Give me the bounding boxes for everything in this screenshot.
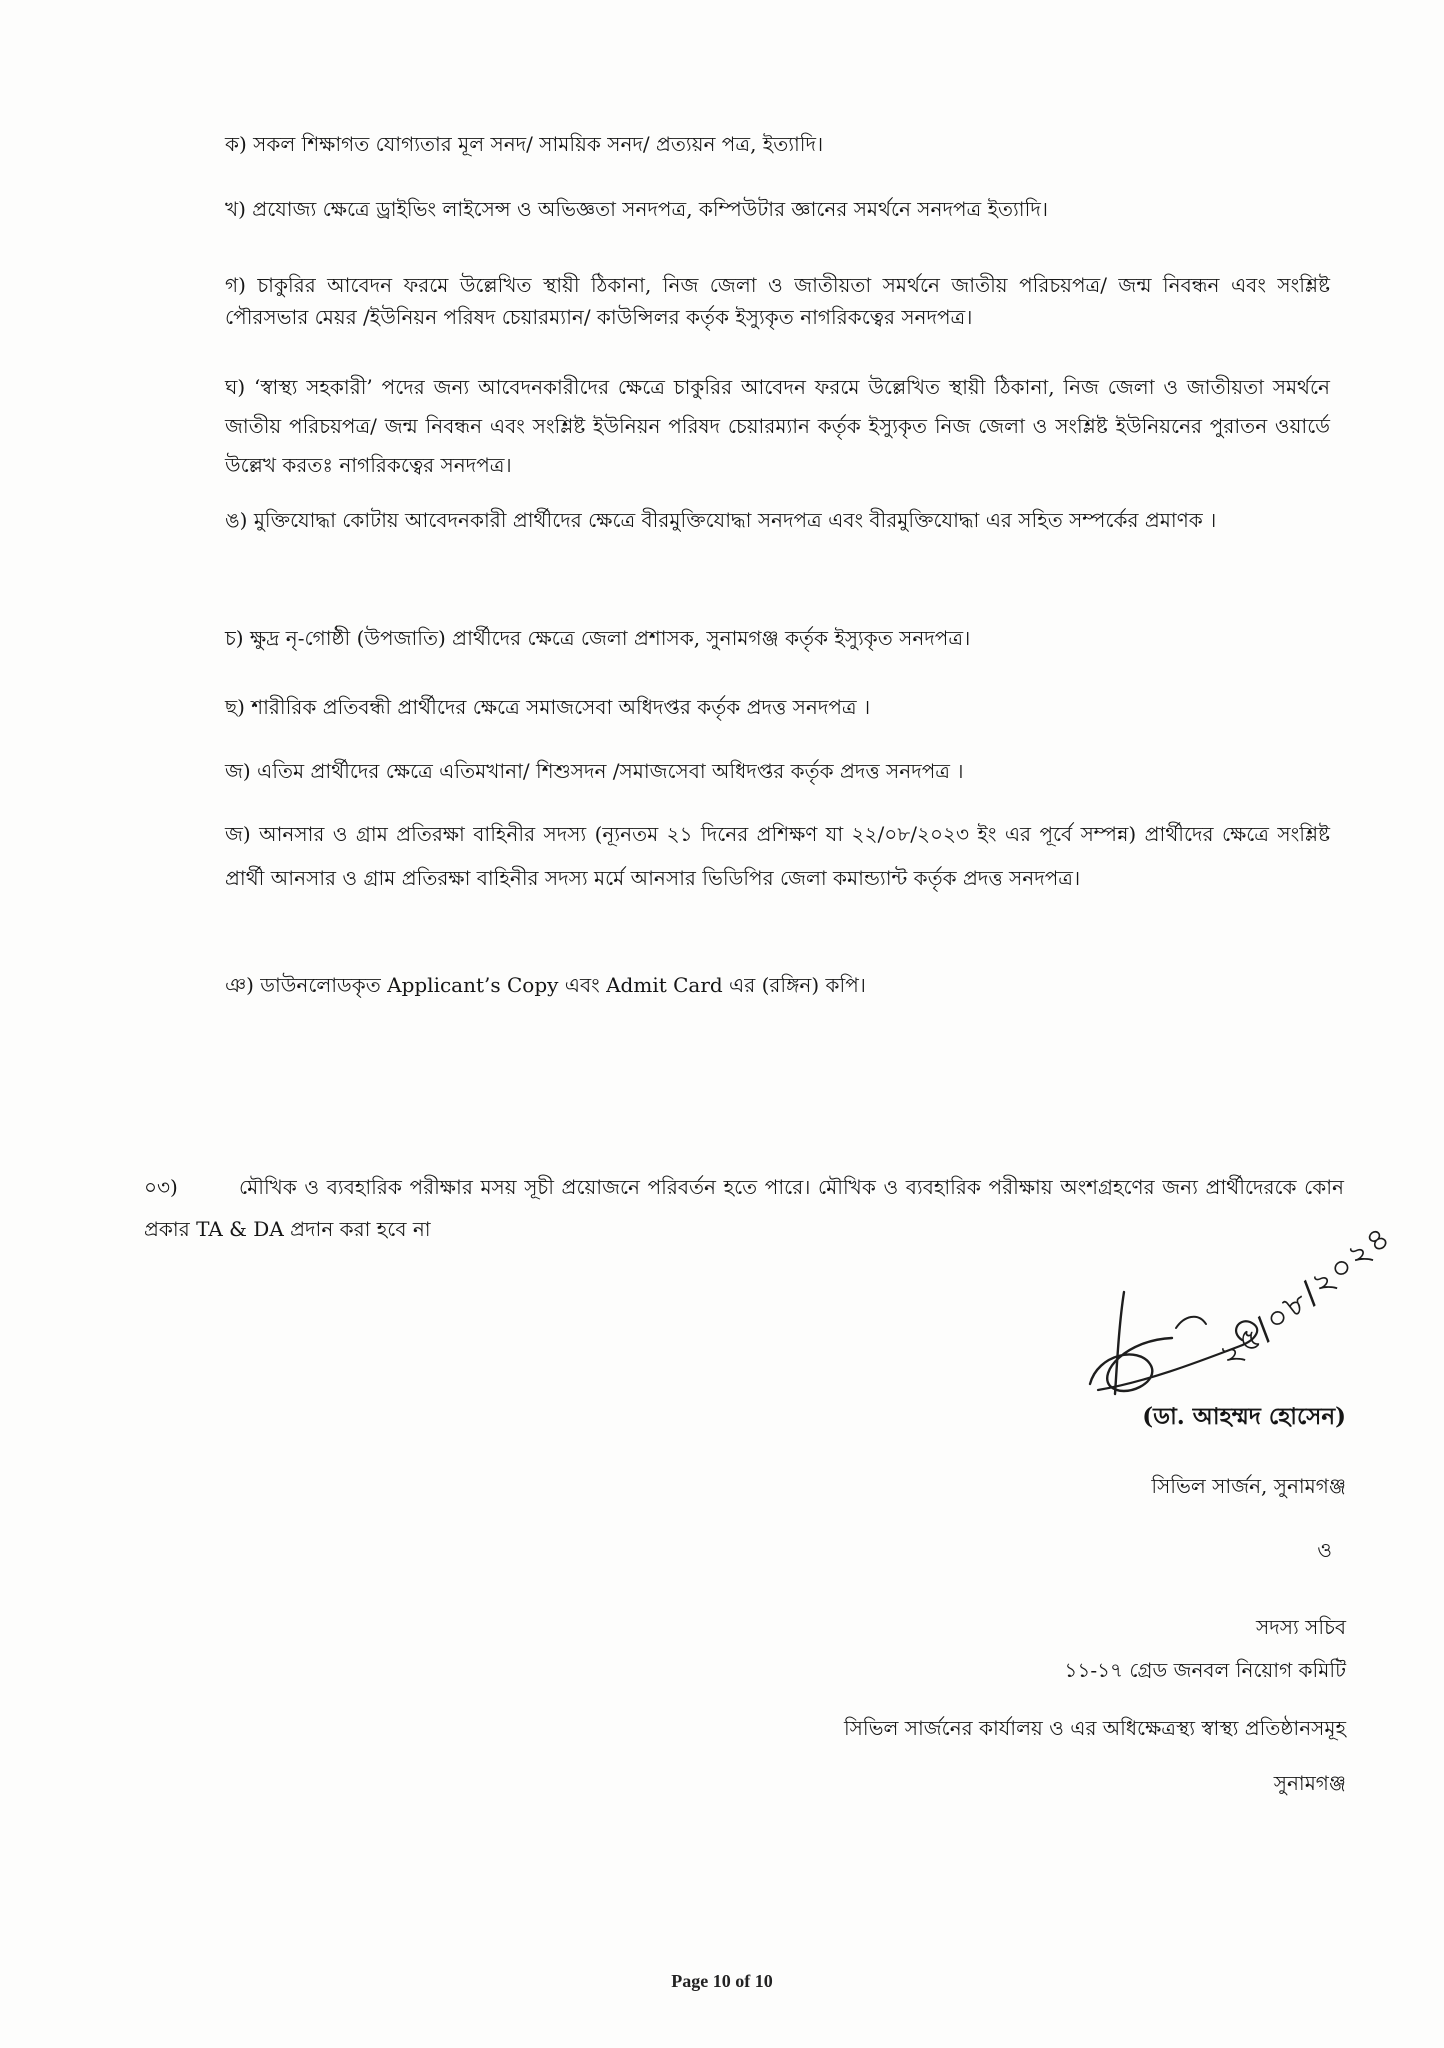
signatory-place: সুনামগঞ্জ bbox=[1273, 1771, 1346, 1795]
list-item-ja: জ) এতিম প্রার্থীদের ক্ষেত্রে এতিমখানা/ শিশুসদন /সমাজসেবা অধিদপ্তর কর্তৃক প্রদত্ত সনদপত্র । bbox=[225, 759, 964, 783]
signatory-office: সিভিল সার্জনের কার্যালয় ও এর অধিক্ষেত্রস্থ্য স্বাস্থ্য প্রতিষ্ঠানসমূহ bbox=[843, 1716, 1346, 1740]
signatory-conjunction: ও bbox=[1317, 1538, 1332, 1562]
signatory-designation: সিভিল সার্জন, সুনামগঞ্জ bbox=[1151, 1474, 1346, 1498]
list-item-uma: ঙ) মুক্তিযোদ্ধা কোটায় আবেদনকারী প্রার্থীদের ক্ষেত্রে বীরমুক্তিযোদ্ধা সনদপত্র এবং বীরমুক্তিযোদ্ধা এর সহিত সম্পর্কের প্রমাণক । bbox=[225, 508, 1217, 532]
list-item-chha: ছ) শারীরিক প্রতিবন্ধী প্রার্থীদের ক্ষেত্রে সমাজসেবা অধিদপ্তর কর্তৃক প্রদত্ত সনদপত্র । bbox=[225, 695, 871, 719]
section-03-paragraph bbox=[144, 1166, 1344, 1250]
list-item-ka: ক) সকল শিক্ষাগত যোগ্যতার মূল সনদ/ সাময়িক সনদ/ প্রত্যয়ন পত্র, ইত্যাদি। bbox=[225, 132, 824, 156]
section-number: ০৩) bbox=[144, 1175, 178, 1199]
signature-date: ২৫/০৮/২০২৪ bbox=[1211, 1217, 1399, 1375]
list-item-nya: ঞ) ডাউনলোডকৃত Applicant’s Copy এবং Admit Card এর (রঙ্গিন) কপি। bbox=[225, 973, 866, 997]
signatory-committee: ১১-১৭ গ্রেড জনবল নিয়োগ কমিটি bbox=[1064, 1658, 1346, 1682]
section-text: মৌখিক ও ব্যবহারিক পরীক্ষার মসয় সূচী প্রয়োজনে পরিবর্তন হতে পারে। মৌখিক ও ব্যবহারিক পরীক্ষায় অংশগ্রহণের জন্য প্রার্থীদেরকে কোন প্রকার TA & DA প্রদান করা হবে না bbox=[144, 1175, 1344, 1241]
list-item-ga: গ) চাকুরির আবেদন ফরমে উল্লেখিত স্থায়ী ঠিকানা, নিজ জেলা ও জাতীয়তা সমর্থনে জাতীয় পরিচয়পত্র/ জন্ম নিবন্ধন এবং সংশ্লিষ্ট পৌরসভার মেয়র /ইউনিয়ন পরিষদ চেয়ারম্যান/ কাউন্সিলর কর্তৃক ইস্যুকৃত নাগরিকত্বের সনদপত্র। bbox=[225, 273, 1330, 329]
list-item-cha: চ) ক্ষুদ্র নৃ-গোষ্ঠী (উপজাতি) প্রার্থীদের ক্ষেত্রে জেলা প্রশাসক, সুনামগঞ্জ কর্তৃক ইস্যুকৃত সনদপত্র। bbox=[225, 626, 971, 650]
signatory-name: (ডা. আহম্মদ হোসেন) bbox=[1142, 1403, 1346, 1430]
page-number: Page 10 of 10 bbox=[671, 1971, 773, 1991]
list-item-kha: খ) প্রযোজ্য ক্ষেত্রে ড্রাইভিং লাইসেন্স ও অভিজ্ঞতা সনদপত্র, কম্পিউটার জ্ঞানের সমর্থনে সনদপত্র ইত্যাদি। bbox=[225, 197, 1048, 221]
list-item-ja-ansar: জ) আনসার ও গ্রাম প্রতিরক্ষা বাহিনীর সদস্য (ন্যূনতম ২১ দিনের প্রশিক্ষণ যা ২২/০৮/২০২৩ ইং এর পূর্বে সম্পন্ন) প্রার্থীদের ক্ষেত্রে সংশ্লিষ্ট প্রার্থী আনসার ও গ্রাম প্রতিরক্ষা বাহিনীর সদস্য মর্মে আনসার ভিডিপির জেলা কমান্ড্যান্ট কর্তৃক প্রদত্ত সনদপত্র। bbox=[225, 822, 1330, 890]
list-item-gha: ঘ) ‘স্বাস্থ্য সহকারী’ পদের জন্য আবেদনকারীদের ক্ষেত্রে চাকুরির আবেদন ফরমে উল্লেখিত স্থায়ী ঠিকানা, নিজ জেলা ও জাতীয়তা সমর্থনে জাতীয় পরিচয়পত্র/ জন্ম নিবন্ধন এবং সংশ্লিষ্ট ইউনিয়ন পরিষদ চেয়ারম্যান কর্তৃক ইস্যুকৃত নিজ জেলা ও সংশ্লিষ্ট ইউনিয়নের পুরাতন ওয়ার্ডে উল্লেখ করতঃ নাগরিকত্বের সনদপত্র। bbox=[225, 375, 1330, 477]
signatory-role: সদস্য সচিব bbox=[1256, 1615, 1346, 1639]
